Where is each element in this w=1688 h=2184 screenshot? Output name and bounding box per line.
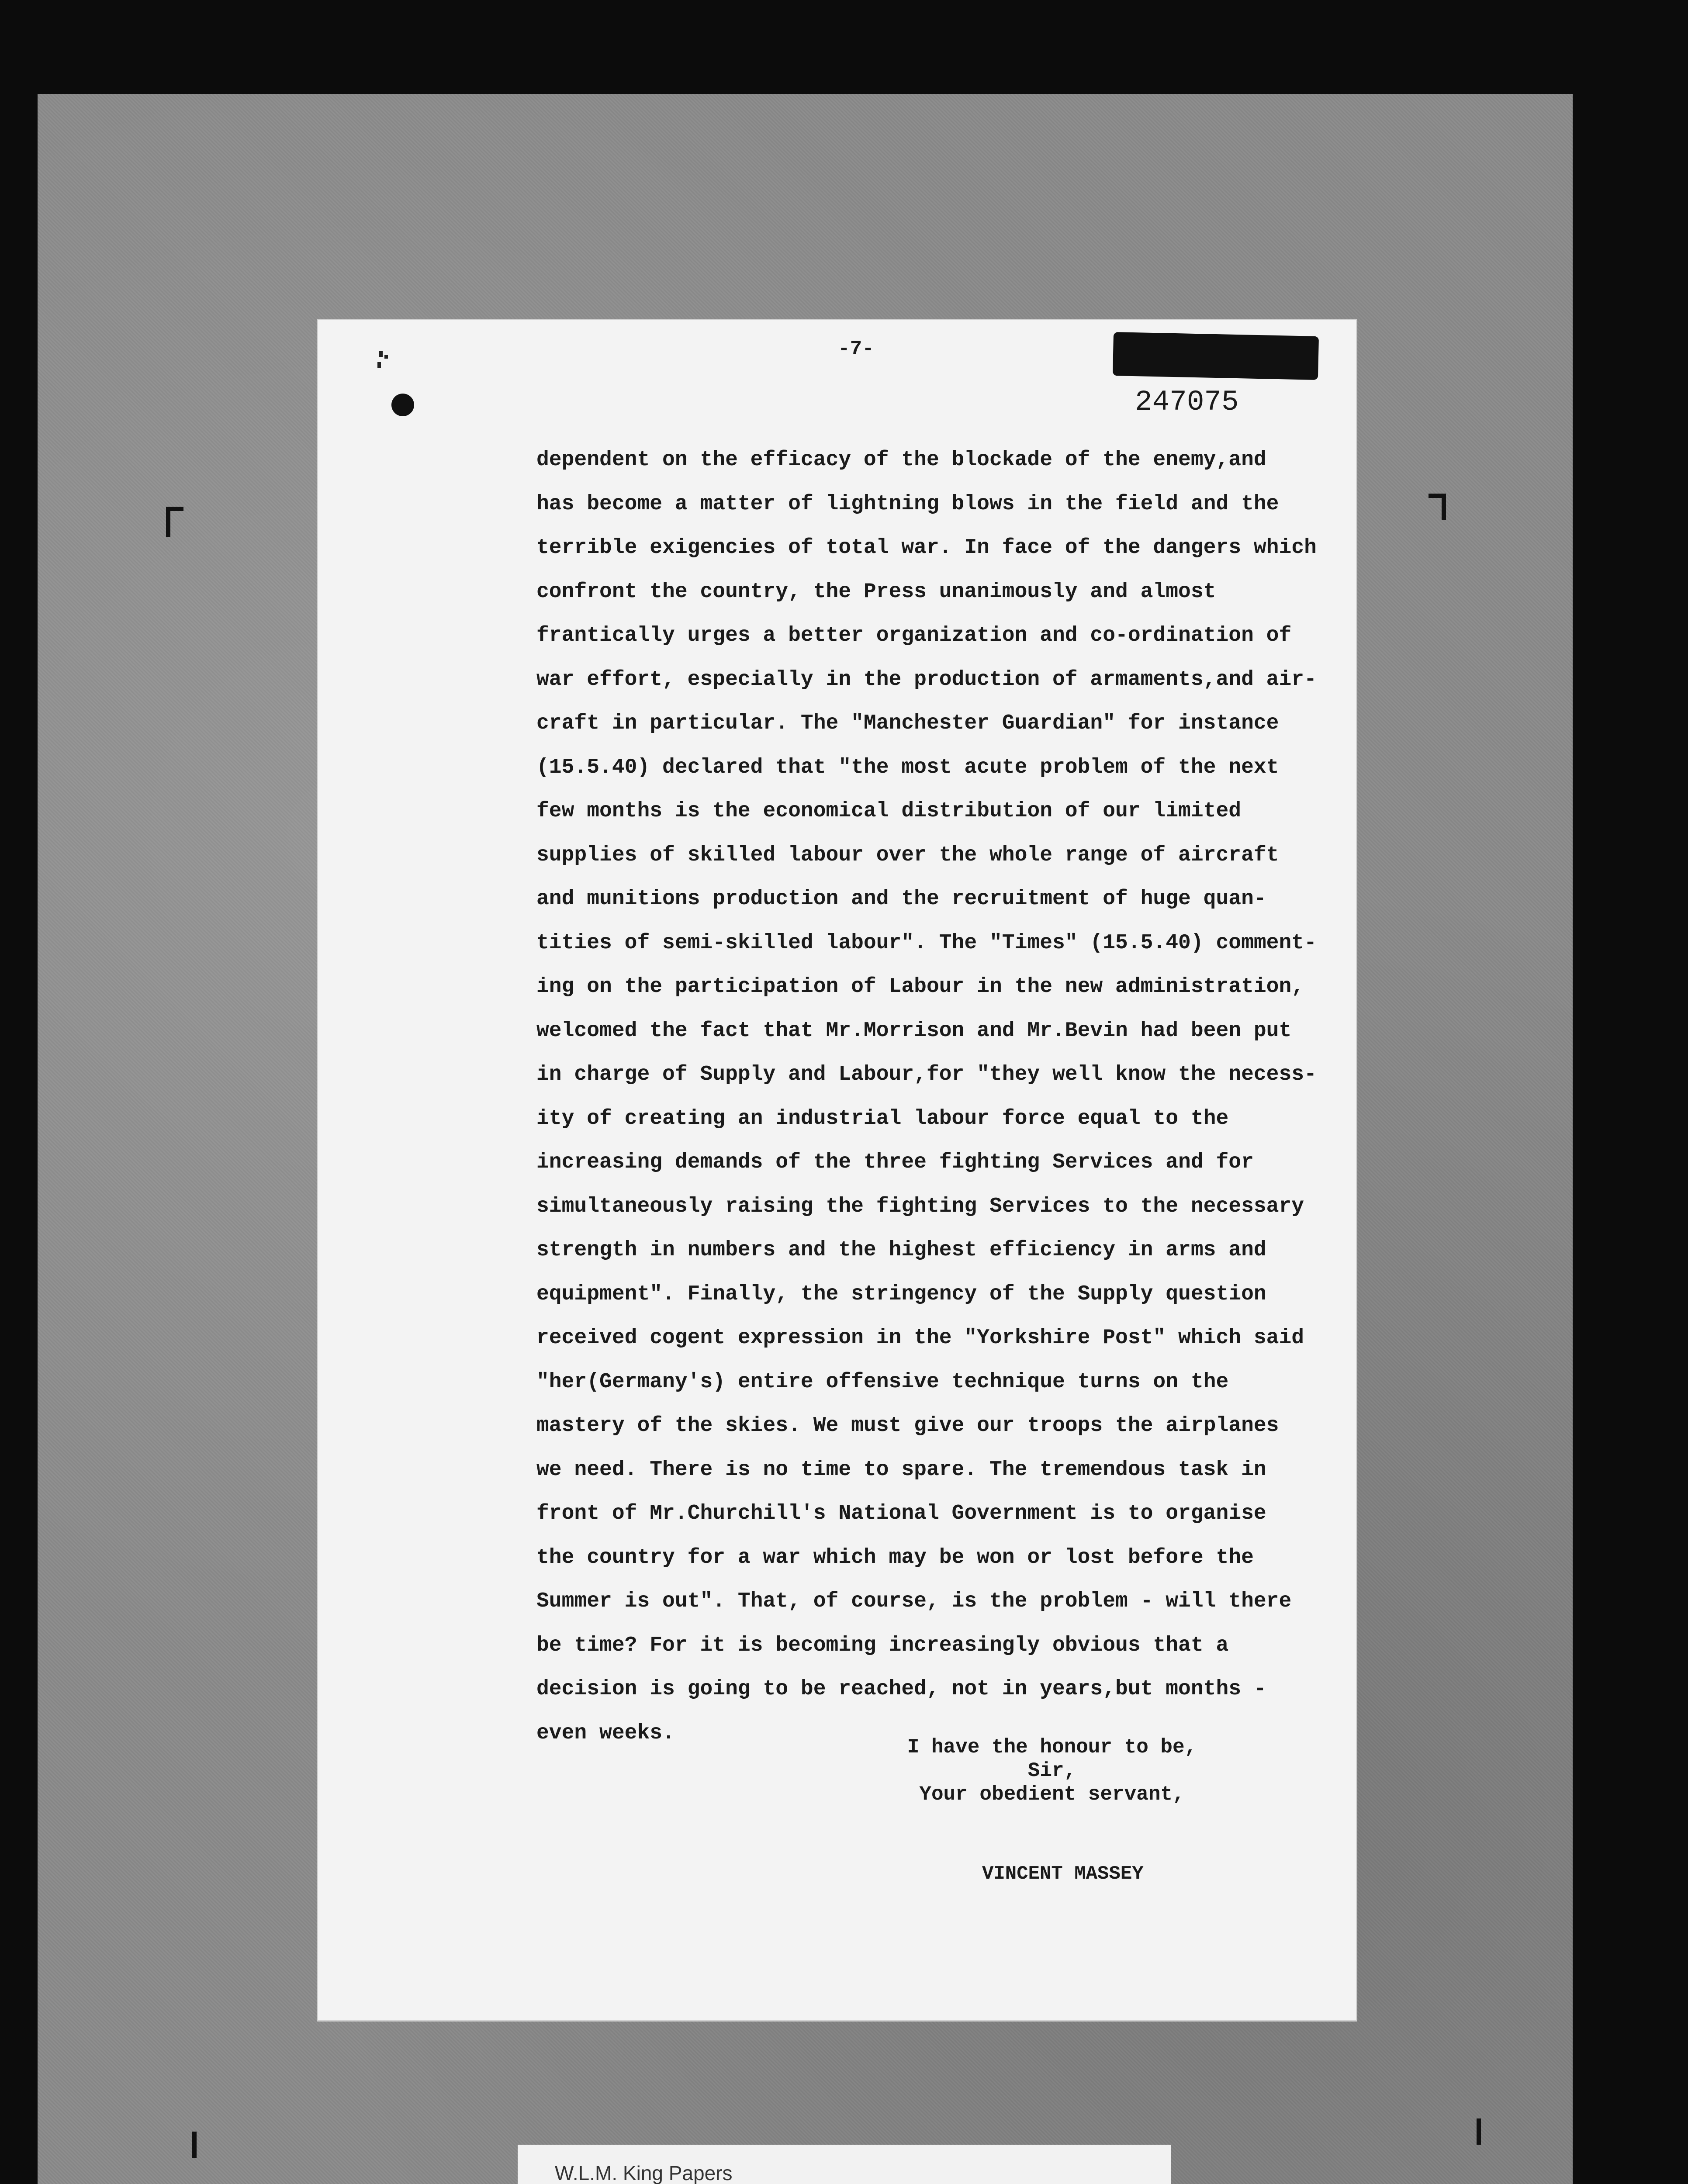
frame-mark bbox=[1477, 2118, 1481, 2145]
body-line: ing on the participation of Labour in the new administration, bbox=[536, 975, 1304, 999]
closing-line: Your obedient servant, bbox=[919, 1783, 1185, 1806]
closing-salutation bbox=[886, 1735, 1218, 1806]
body-line: front of Mr.Churchill's National Government is to organise bbox=[536, 1502, 1266, 1525]
body-line: "her(Germany's) entire offensive technique turns on the bbox=[536, 1370, 1229, 1394]
closing-line: Sir, bbox=[1027, 1759, 1076, 1782]
body-line: dependent on the efficacy of the blockade of the enemy,and bbox=[536, 448, 1266, 472]
document-number: 247075 bbox=[1135, 386, 1239, 418]
body-line: ity of creating an industrial labour force equal to the bbox=[536, 1106, 1229, 1130]
body-line: be time? For it is becoming increasingly obvious that a bbox=[536, 1633, 1229, 1657]
signature-name: VINCENT MASSEY bbox=[982, 1863, 1144, 1885]
redaction-bar bbox=[1113, 332, 1319, 380]
body-line: we need. There is no time to spare. The tremendous task in bbox=[536, 1458, 1266, 1482]
body-line: has become a matter of lightning blows in the field and the bbox=[536, 492, 1279, 516]
body-line: and munitions production and the recruitment of huge quan- bbox=[536, 887, 1266, 911]
body-line: in charge of Supply and Labour,for "they well know the necess- bbox=[536, 1063, 1317, 1086]
body-line: frantically urges a better organization and co-ordination of bbox=[536, 624, 1292, 647]
body-line: decision is going to be reached, not in years,but months - bbox=[536, 1677, 1266, 1701]
body-line: strength in numbers and the highest efficiency in arms and bbox=[536, 1238, 1266, 1262]
body-line: mastery of the skies. We must give our troops the airplanes bbox=[536, 1414, 1279, 1438]
body-line: the country for a war which may be won or lost before the bbox=[536, 1545, 1254, 1569]
body-line: equipment". Finally, the stringency of the Supply question bbox=[536, 1282, 1266, 1306]
body-line: Summer is out". That, of course, is the problem - will there bbox=[536, 1590, 1292, 1613]
body-line: even weeks. bbox=[536, 1721, 675, 1745]
body-line: supplies of skilled labour over the whole range of aircraft bbox=[536, 843, 1279, 867]
closing-line: I have the honour to be, bbox=[907, 1736, 1197, 1759]
frame-mark bbox=[192, 2132, 197, 2158]
body-line: war effort, especially in the production of armaments,and air- bbox=[536, 667, 1317, 691]
margin-marks bbox=[375, 351, 392, 381]
body-line: simultaneously raising the fighting Services to the necessary bbox=[536, 1194, 1304, 1218]
frame-mark bbox=[166, 507, 183, 511]
body-line: craft in particular. The "Manchester Guardian" for instance bbox=[536, 712, 1279, 735]
body-line: terrible exigencies of total war. In face of the dangers which bbox=[536, 536, 1317, 560]
body-line: (15.5.40) declared that "the most acute problem of the next bbox=[536, 755, 1279, 779]
page-number: -7- bbox=[838, 338, 874, 360]
body-line: increasing demands of the three fighting Services and for bbox=[536, 1151, 1254, 1174]
body-line: confront the country, the Press unanimously and almost bbox=[536, 580, 1216, 604]
body-line: received cogent expression in the "Yorkshire Post" which said bbox=[536, 1326, 1304, 1350]
body-line: welcomed the fact that Mr.Morrison and Mr.Bevin had been put bbox=[536, 1019, 1292, 1043]
letter-page bbox=[318, 320, 1356, 2020]
frame-mark bbox=[166, 507, 170, 537]
punch-hole bbox=[391, 394, 414, 416]
label-line: W.L.M. King Papers bbox=[555, 2162, 733, 2184]
frame-mark bbox=[1429, 494, 1446, 498]
letter-body bbox=[536, 438, 1349, 1755]
body-line: tities of semi-skilled labour". The "Times" (15.5.40) comment- bbox=[536, 931, 1317, 955]
body-line: few months is the economical distribution of our limited bbox=[536, 799, 1242, 823]
archive-reference-label bbox=[518, 2145, 1171, 2184]
